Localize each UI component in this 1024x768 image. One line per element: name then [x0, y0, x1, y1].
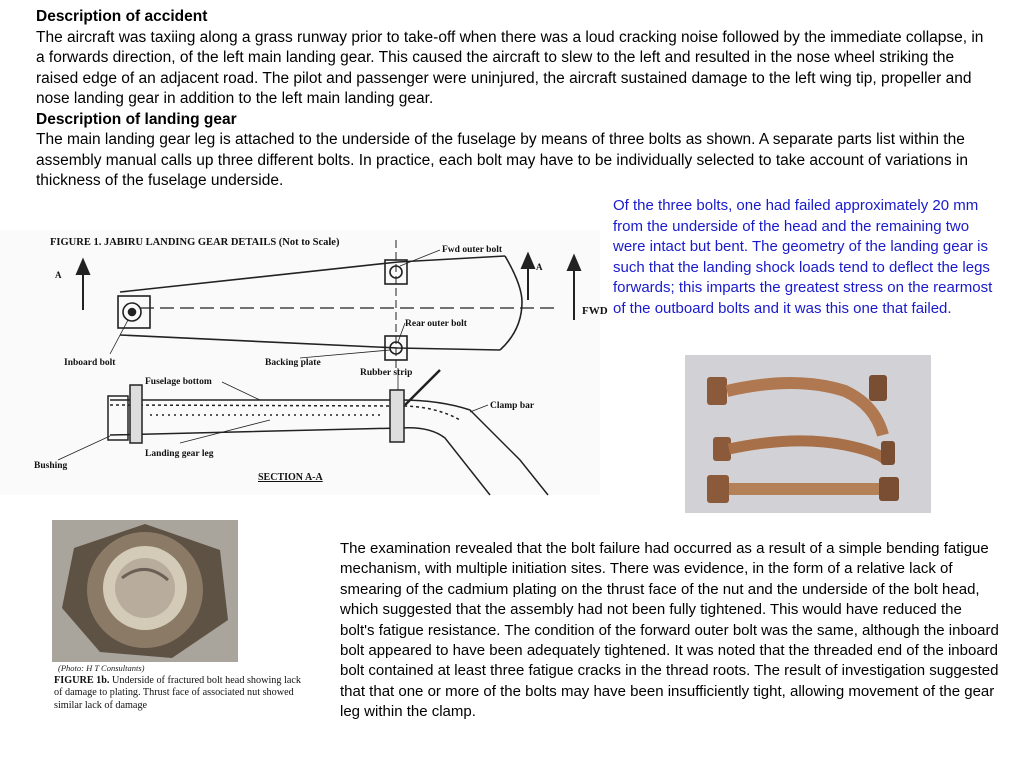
accident-heading: Description of accident — [36, 8, 208, 25]
landing-gear-paragraph: The main landing gear leg is attached to the underside of the fuselage by means of three bolts as shown. A separate parts list within the assembly manual calls up three different bolts. In practice, each bolt may have to be individually selected to take account of variations in thickness of the fuselage underside. — [36, 131, 968, 189]
landing-gear-drawing — [0, 230, 608, 495]
accident-paragraph: The aircraft was taxiing along a grass runway prior to take-off when there was a loud cracking noise followed by the immediate collapse, in a forwards direction, of the left main landing gear. This caused the aircraft to slew to the left and resulted in the nose wheel striking the raised edge of an adjacent road. The pilot and passenger were uninjured, the aircraft sustained damage to the left wing tip, propeller and nose landing gear in addition to the left main landing gear. — [36, 28, 984, 107]
fwd-label: FWD — [582, 305, 608, 317]
intro-text-block — [36, 7, 996, 192]
figure-1-diagram — [0, 230, 608, 495]
section-arrows — [77, 254, 580, 320]
label-fwd-outer-bolt: Fwd outer bolt — [442, 245, 502, 255]
section-label-a-left: A — [55, 270, 62, 280]
label-rear-outer-bolt: Rear outer bolt — [405, 319, 467, 329]
bolts-photo — [685, 355, 931, 513]
figure-1b-label: FIGURE 1b. — [54, 675, 110, 686]
label-landing-gear-leg: Landing gear leg — [145, 449, 214, 459]
bolt-head-drawing — [52, 520, 238, 662]
section-label-a-right: A — [536, 262, 543, 272]
label-inboard-bolt: Inboard bolt — [64, 358, 116, 368]
bolts-photo-drawing — [685, 355, 931, 513]
label-rubber-strip: Rubber strip — [360, 368, 413, 378]
label-backing-plate: Backing plate — [265, 358, 321, 368]
figure-1b-caption-text: Underside of fractured bolt head showing lack of damage to plating. Thrust face of associated nut showed similar lack of damage — [54, 675, 302, 711]
bolt-failure-text: Of the three bolts, one had failed approximately 20 mm from the underside of the head and the remaining two were intact but bent. The geometry of the landing gear is such that the landing shock loads tend to deflect the legs forwards; this imparts the greatest stress on the rearmost of the outboard bolts and it was this one that failed. — [613, 197, 993, 317]
figure-1b-caption — [54, 675, 304, 712]
examination-text: The examination revealed that the bolt failure had occurred as a result of a simple bending fatigue mechanism, with multiple initiation sites. There was evidence, in the form of a relative lack of smearing of the cadmium plating on the thrust face of the nut and the underside of the bolt head, which suggested that the assembly had not been fully tightened. This would have reduced the bolt's fatigue resistance. The condition of the forward outer bolt was the same, although the inboard bolt appeared to have been adequately tightened. It was noted that the threaded end of the inboard bolt contained at least three fatigue cracks in the thread roots. The result of investigation suggested that that one or more of the bolts may have been insufficiently tight, allowing movement of the gear leg within the clamp. — [340, 540, 999, 721]
section-caption: SECTION A-A — [258, 472, 323, 483]
section-view — [108, 370, 548, 495]
figure-1-title: FIGURE 1. JABIRU LANDING GEAR DETAILS (Not to Scale) — [50, 237, 340, 248]
photo-credit: (Photo: H T Consultants) — [58, 663, 145, 673]
figure-1b — [52, 520, 304, 720]
label-clamp-bar: Clamp bar — [490, 401, 535, 411]
label-fuselage-bottom: Fuselage bottom — [145, 377, 212, 387]
bolt-head-photo — [52, 520, 238, 662]
top-view — [118, 240, 560, 370]
label-bushing: Bushing — [34, 461, 68, 471]
landing-gear-heading: Description of landing gear — [36, 110, 237, 128]
